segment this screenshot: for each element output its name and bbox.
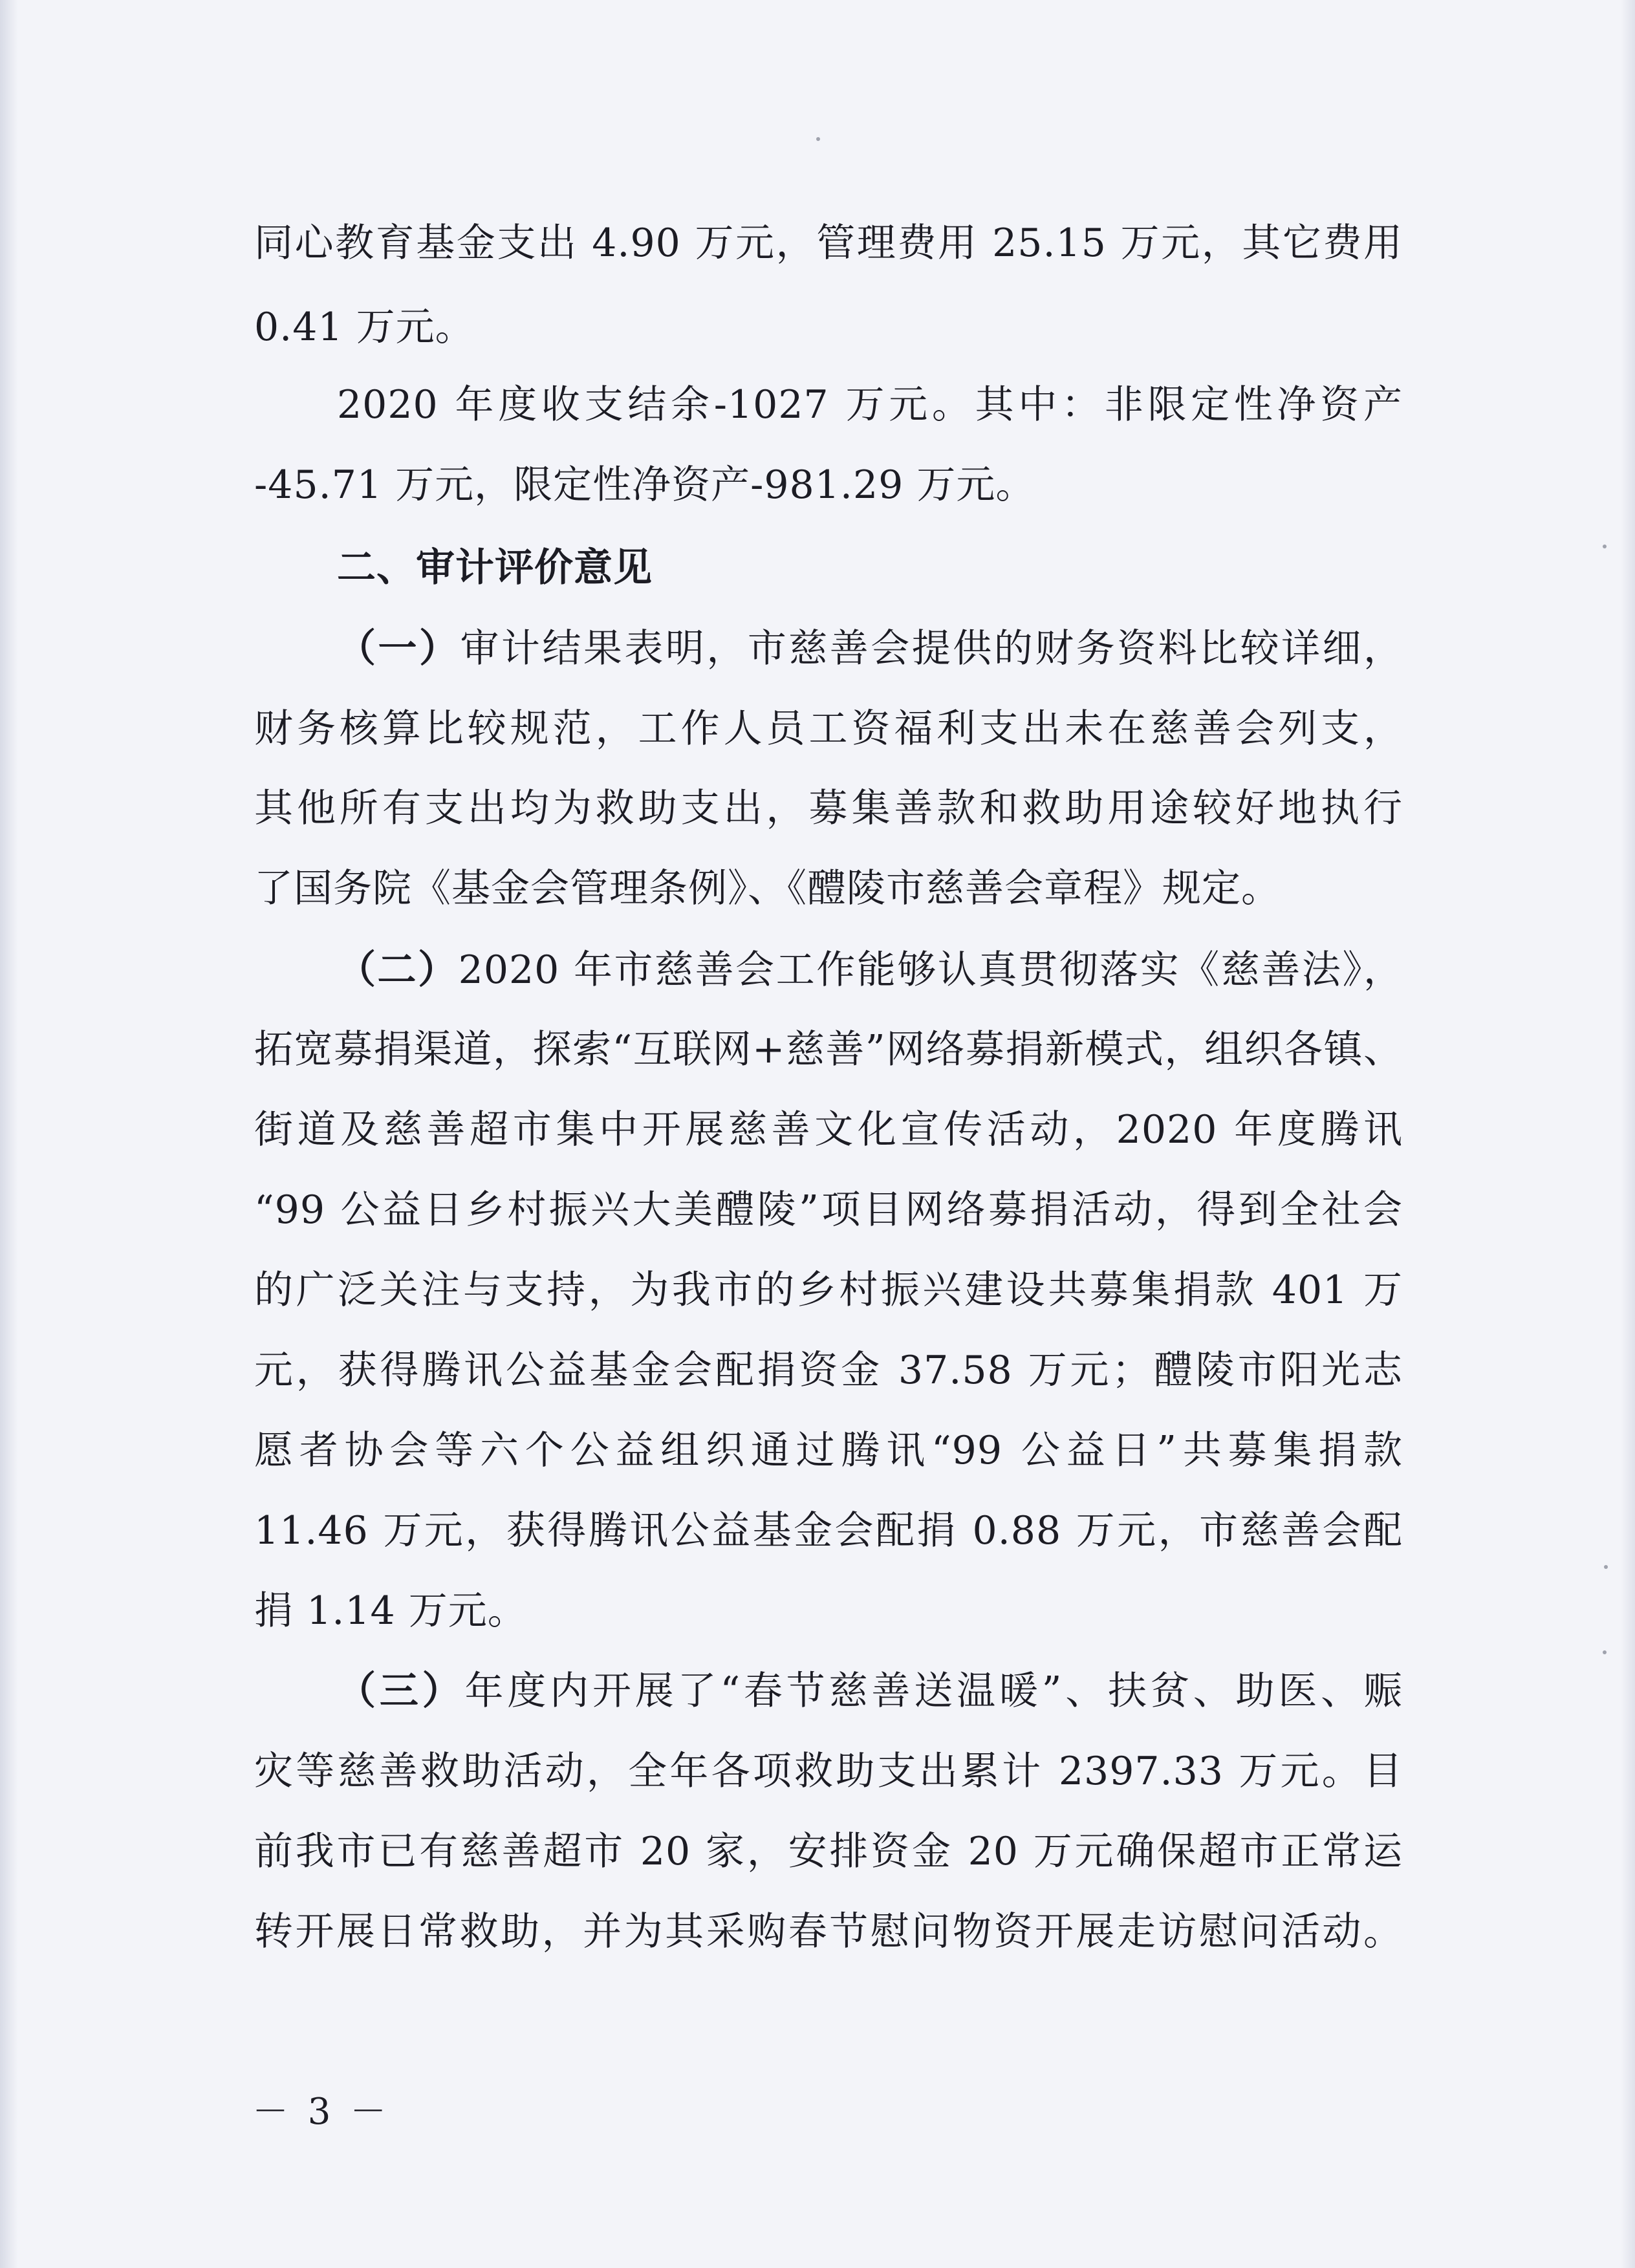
scan-speck: [1603, 545, 1607, 548]
paragraph-two-first-line: [337, 938, 1403, 1002]
text-line: 灾等慈善救助活动，全年各项救助支出累计 2397.33 万元。目: [254, 1749, 1403, 1794]
text-line: 2020 年度收支结余-1027 万元。其中：非限定性净资产: [337, 382, 1403, 427]
list-marker-one: （一）: [337, 626, 460, 671]
paragraph-one-first-line: [337, 616, 1403, 681]
text-line: 转开展日常救助，并为其采购春节慰问物资开展走访慰问活动。: [254, 1909, 1403, 1954]
section-heading: 二、审计评价意见: [337, 545, 653, 590]
text-line: 0.41 万元。: [254, 305, 475, 350]
scan-edge-left: [0, 0, 18, 2268]
text-line: “99 公益日乡村振兴大美醴陵”项目网络募捐活动，得到全社会: [254, 1187, 1403, 1233]
text-span: 年度内开展了“春节慈善送温暖”、扶贫、助医、赈: [464, 1669, 1403, 1714]
text-line: 拓宽募捐渠道，探索“互联网+慈善”网络募捐新模式，组织各镇、: [254, 1027, 1403, 1072]
text-line: 的广泛关注与支持，为我市的乡村振兴建设共募集捐款 401 万: [254, 1268, 1403, 1313]
scan-speck: [1604, 1565, 1608, 1569]
list-marker-two: （二）: [337, 947, 459, 993]
text-line: 愿者协会等六个公益组织通过腾讯“99 公益日”共募集捐款: [254, 1428, 1403, 1473]
paragraph-three-first-line: [337, 1659, 1403, 1723]
scan-speck: [816, 137, 820, 141]
text-line: 元，获得腾讯公益基金会配捐资金 37.58 万元；醴陵市阳光志: [254, 1348, 1403, 1393]
text-line: -45.71 万元，限定性净资产-981.29 万元。: [254, 462, 1035, 508]
text-span: 审计结果表明，市慈善会提供的财务资料比较详细，: [460, 626, 1403, 671]
text-line: 同心教育基金支出 4.90 万元，管理费用 25.15 万元，其它费用: [254, 221, 1403, 266]
text-line: 其他所有支出均为救助支出，募集善款和救助用途较好地执行: [254, 786, 1403, 831]
text-line: 11.46 万元，获得腾讯公益基金会配捐 0.88 万元，市慈善会配: [254, 1508, 1403, 1553]
text-line: 了国务院《基金会管理条例》、《醴陵市慈善会章程》规定。: [254, 866, 1281, 911]
text-line: 前我市已有慈善超市 20 家，安排资金 20 万元确保超市正常运: [254, 1829, 1403, 1874]
page-number: － 3 －: [252, 2091, 391, 2133]
text-line: 捐 1.14 万元。: [254, 1588, 527, 1634]
text-line: 街道及慈善超市集中开展慈善文化宣传活动，2020 年度腾讯: [254, 1107, 1403, 1152]
text-span: 2020 年市慈善会工作能够认真贯彻落实《慈善法》，: [458, 947, 1403, 993]
list-marker-three: （三）: [337, 1669, 465, 1714]
text-line: 财务核算比较规范，工作人员工资福利支出未在慈善会列支，: [254, 706, 1403, 751]
scan-speck: [1603, 1650, 1607, 1654]
scan-edge-right: [1621, 0, 1635, 2268]
